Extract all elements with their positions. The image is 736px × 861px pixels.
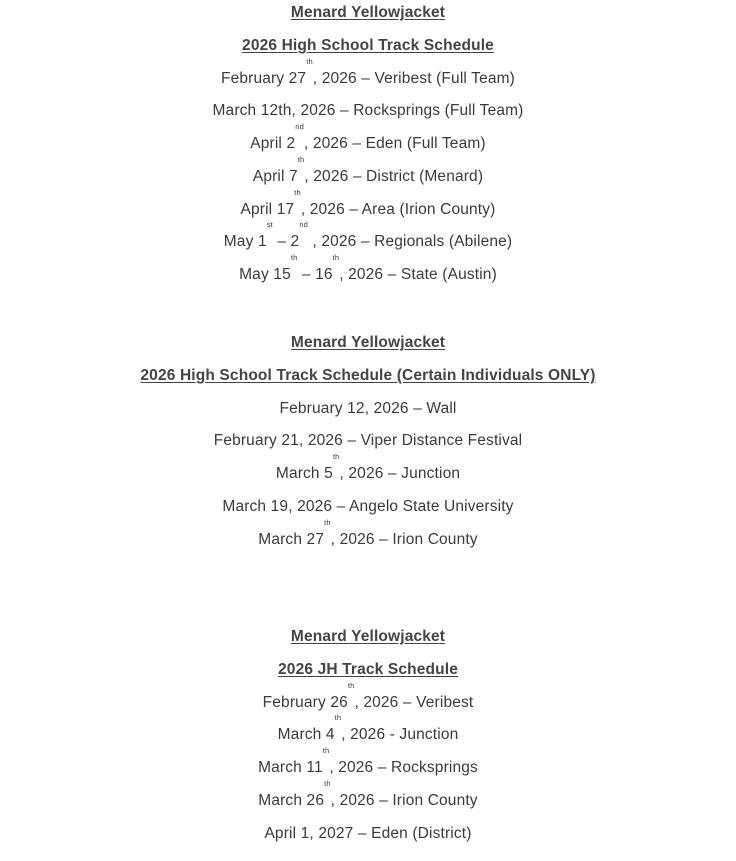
event-line: March 26th, 2026 – Irion County: [258, 778, 478, 809]
event-line: February 12, 2026 – Wall: [279, 399, 457, 417]
section-subtitle: 2026 High School Track Schedule (Certain Individuals ONLY): [140, 366, 596, 384]
schedule-section-individuals: [0, 327, 736, 556]
section-subtitle: 2026 JH Track Schedule: [278, 660, 458, 678]
event-line: March 27th, 2026 – Irion County: [258, 517, 478, 548]
event-line: March 19, 2026 – Angelo State University: [222, 497, 514, 515]
event-line: April 2nd, 2026 – Eden (Full Team): [250, 122, 486, 152]
event-line: May 15th – 16th, 2026 – State (Austin): [239, 253, 497, 283]
event-line: February 26th, 2026 – Veribest: [262, 680, 474, 711]
event-line: February 27th, 2026 – Veribest (Full Team): [220, 56, 515, 87]
event-line: March 12th, 2026 – Rocksprings (Full Team): [212, 102, 524, 120]
section-title: Menard Yellowjacket: [290, 4, 446, 21]
event-line: March 5th, 2026 – Junction: [275, 452, 461, 482]
section-title: Menard Yellowjacket: [290, 334, 446, 351]
event-line: April 1, 2027 – Eden (District): [264, 824, 472, 842]
schedule-section-hs: [0, 0, 736, 292]
event-line: May 1st – 2nd , 2026 – Regionals (Abilene): [223, 220, 513, 251]
section-subtitle: 2026 High School Track Schedule: [242, 36, 494, 54]
event-line: March 4th, 2026 - Junction: [277, 713, 459, 744]
event-line: March 11th, 2026 – Rocksprings: [258, 746, 478, 776]
event-line: April 7th, 2026 – District (Menard): [252, 154, 484, 185]
schedule-section-jh: [0, 621, 736, 850]
section-title: Menard Yellowjacket: [290, 628, 446, 645]
event-line: April 17th, 2026 – Area (Irion County): [240, 187, 496, 218]
event-line: February 21, 2026 – Viper Distance Festival: [213, 432, 523, 450]
